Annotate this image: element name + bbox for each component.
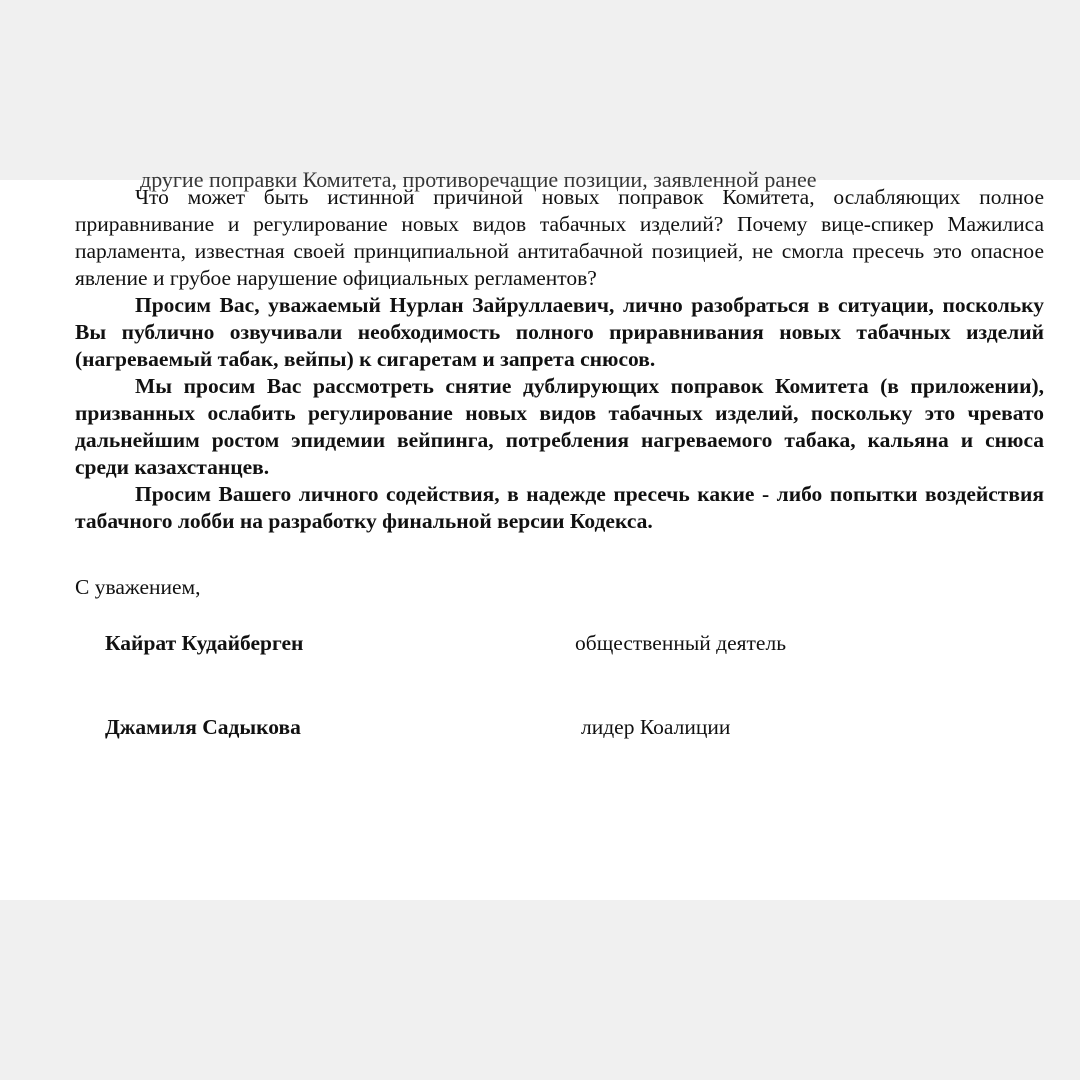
paragraph-request-support: Просим Вашего личного содействия, в надежде пресечь какие - либо попытки воздействия табачного лобби на разработку финальной версии Кодекса. [75, 482, 1044, 533]
bottom-blank-band [0, 900, 1080, 1080]
signatory-name: Кайрат Кудайберген [105, 631, 304, 655]
signatory-name: Джамиля Садыкова [105, 715, 301, 739]
top-blank-band [0, 0, 1080, 180]
paragraph-request-removal: Мы просим Вас рассмотреть снятие дублирующих поправок Комитета (в приложении), призванных ослабить регулирование новых видов табачных изделий, поскольку это чревато дальнейшим ростом эпидемии вейпинга, потребления нагреваемого табака, кальяна и снюса среди казахстанцев. [75, 374, 1044, 479]
cut-off-text-line: другие поправки Комитета, противоречащие позиции, заявленной ранее [140, 167, 817, 192]
closing-salutation: С уважением, [75, 575, 201, 599]
letter-page [0, 167, 1080, 900]
signatory-role: лидер Коалиции [581, 715, 731, 739]
paragraph-request-review: Просим Вас, уважаемый Нурлан Зайруллаевич, лично разобраться в ситуации, поскольку Вы публично озвучивали необходимость полного приравнивания новых табачных изделий (нагреваемый табак, вейпы) к сигаретам и запрета снюсов. [75, 293, 1044, 371]
signatory-role: общественный деятель [575, 631, 787, 655]
letter-body [75, 184, 1044, 535]
paragraph-question: Что может быть истинной причиной новых поправок Комитета, ослабляющих полное приравнивание и регулирование новых видов табачных изделий? Почему вице-спикер Мажилиса парламента, известная своей принципиальной антитабачной позицией, не смогла пресечь это опасное явление и грубое нарушение официальных регламентов? [75, 185, 1044, 290]
